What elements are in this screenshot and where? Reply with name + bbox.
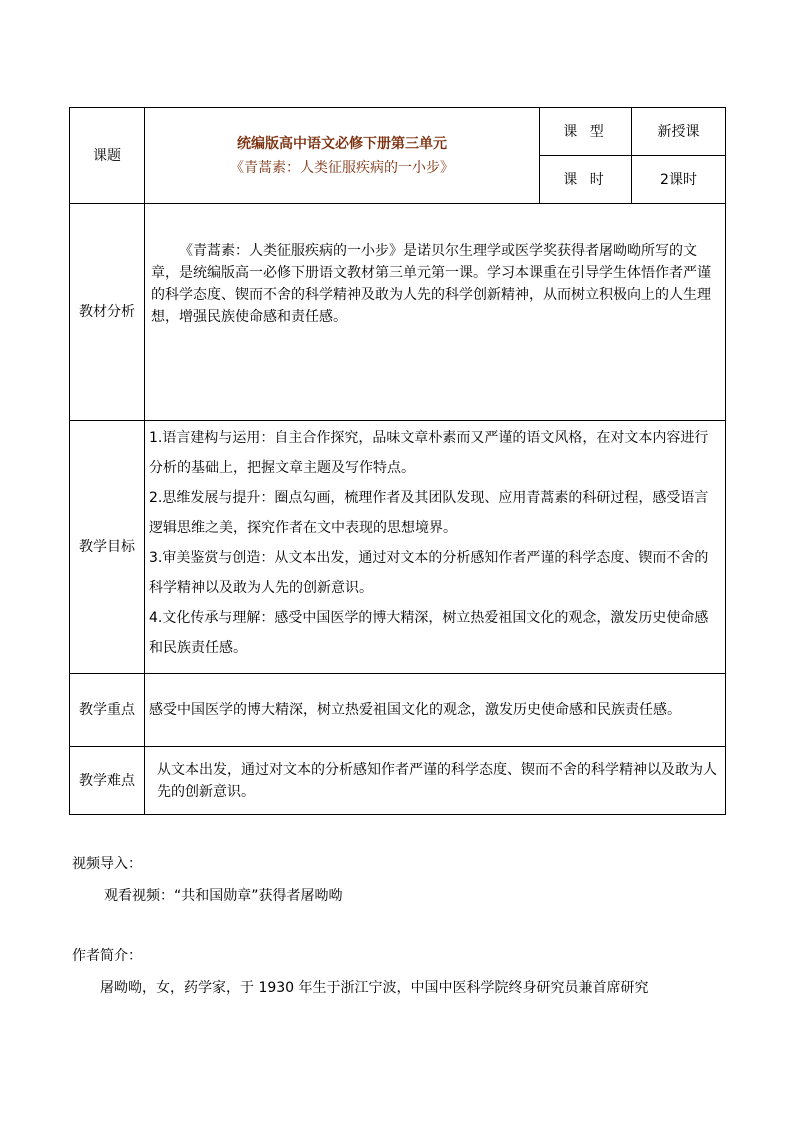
difficulties-text: 从文本出发，通过对文本的分析感知作者严谨的科学态度、锲而不舍的科学精神以及敢为人先的创新意识。 <box>145 747 726 815</box>
lesson-title <box>145 108 540 204</box>
video-heading: 视频导入： <box>72 856 142 872</box>
class-hours-label: 课 时 <box>540 156 632 204</box>
goal-item: 3.审美鉴赏与创造：从文本出发，通过对文本的分析感知作者严谨的科学态度、锲而不舍的科学精神以及敢为人先的创新意识。 <box>149 550 709 596</box>
goals-list <box>145 421 726 674</box>
key-points-label: 教学重点 <box>70 674 145 747</box>
lesson-plan-table <box>69 107 726 815</box>
lesson-type-value: 新授课 <box>632 108 726 156</box>
analysis-label: 教材分析 <box>70 204 145 421</box>
lesson-title-line1: 统编版高中语文必修下册第三单元 <box>237 135 447 152</box>
difficulties-label: 教学难点 <box>70 747 145 815</box>
lesson-type-label: 课 型 <box>540 108 632 156</box>
key-points-text: 感受中国医学的博大精深，树立热爱祖国文化的观念，激发历史使命感和民族责任感。 <box>145 674 726 747</box>
author-text: 屠呦呦，女，药学家，于 1930 年生于浙江宁波，中国中医科学院终身研究员兼首席研究 <box>100 980 649 996</box>
goals-label: 教学目标 <box>70 421 145 674</box>
video-text: 观看视频：“共和国勋章”获得者屠呦呦 <box>104 888 343 904</box>
class-hours-value: 2课时 <box>632 156 726 204</box>
goal-item: 4.文化传承与理解：感受中国医学的博大精深，树立热爱祖国文化的观念，激发历史使命感和民族责任感。 <box>149 610 709 656</box>
goal-item: 2.思维发展与提升：圈点勾画，梳理作者及其团队发现、应用青蒿素的科研过程，感受语言逻辑思维之美，探究作者在文中表现的思想境界。 <box>149 490 709 536</box>
lesson-title-line2: 《青蒿素：人类征服疾病的一小步》 <box>230 159 454 176</box>
author-heading: 作者简介： <box>72 948 142 964</box>
goal-item: 1.语言建构与运用：自主合作探究，品味文章朴素而又严谨的语文风格，在对文本内容进行分析的基础上，把握文章主题及写作特点。 <box>149 430 709 476</box>
analysis-text: 《青蒿素：人类征服疾病的一小步》是诺贝尔生理学或医学奖获得者屠呦呦所写的文章，是统编版高一必修下册语文教材第三单元第一课。学习本课重在引导学生体悟作者严谨的科学态度、锲而不舍的科学精神及敢为人先的科学创新精神，从而树立积极向上的人生理想，增强民族使命感和责任感。 <box>145 204 726 421</box>
topic-label: 课题 <box>70 108 145 204</box>
